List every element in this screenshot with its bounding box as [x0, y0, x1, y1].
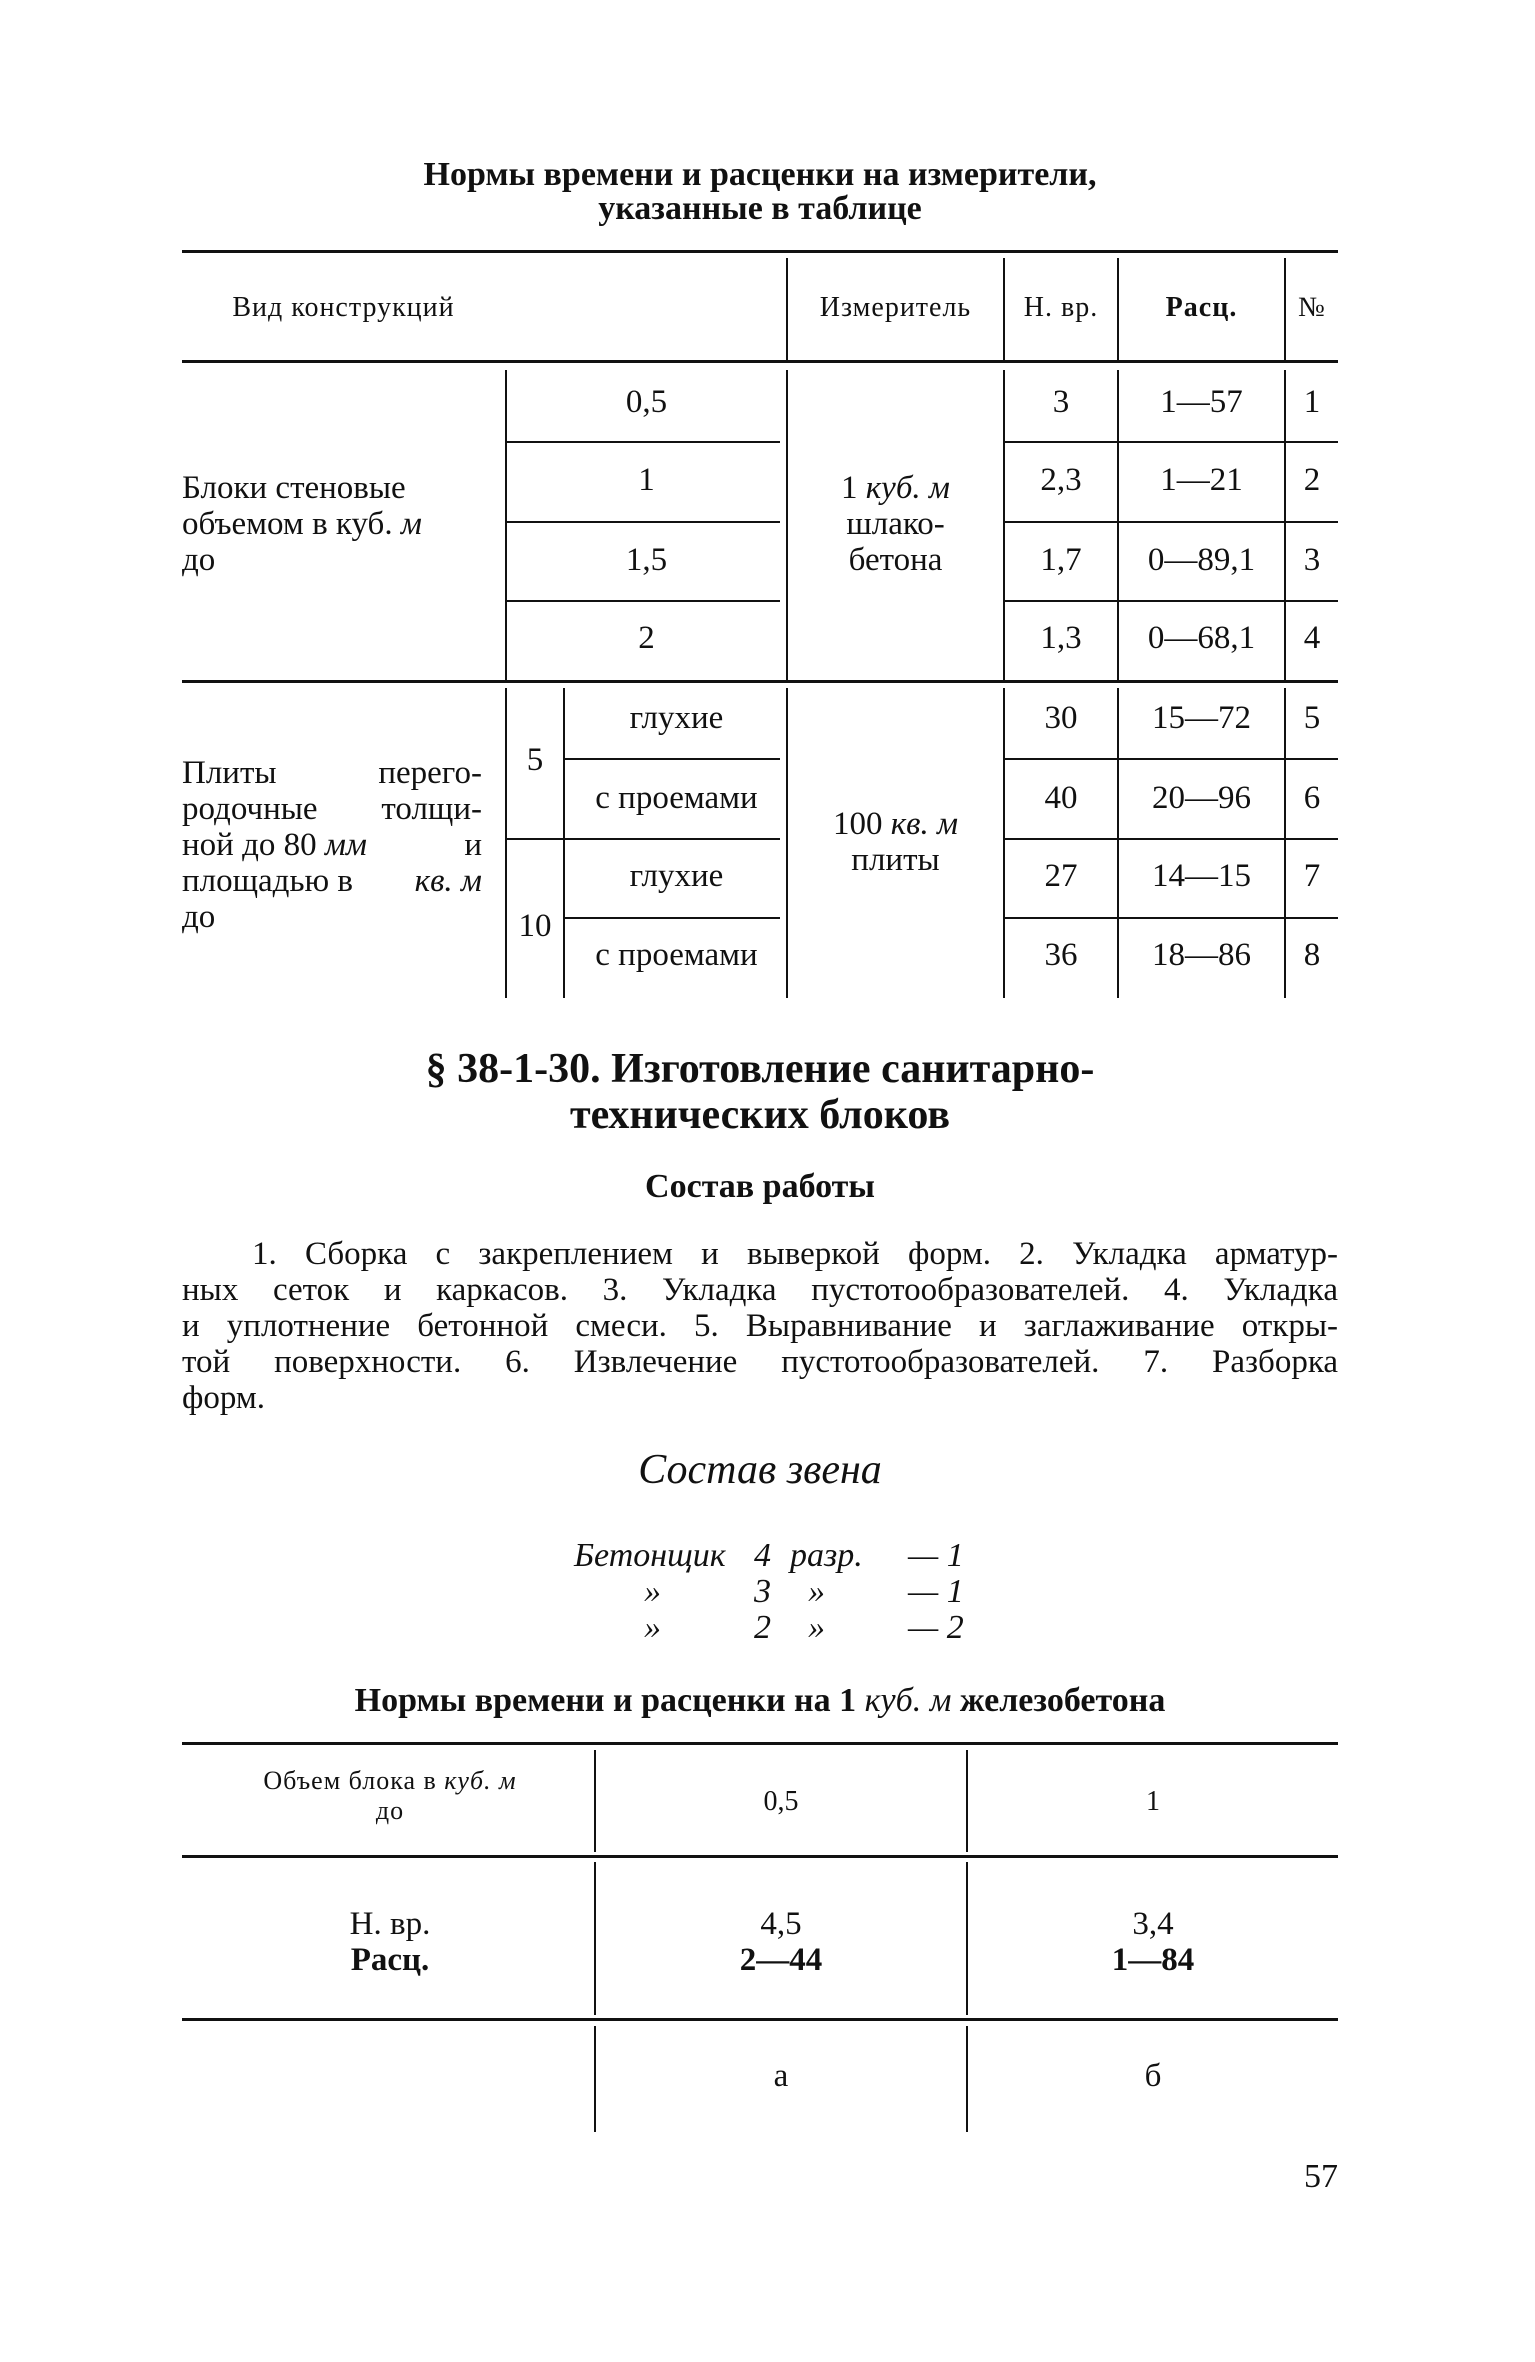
crew-who: » [644, 1609, 661, 1646]
table1-caption-line2: указанные в таблице [598, 190, 922, 227]
g2-time: 36 [1044, 937, 1078, 973]
g1-num: 4 [1303, 620, 1321, 656]
g2-area-5: 5 [526, 742, 544, 778]
g1-rate: 1—21 [1160, 462, 1243, 498]
g1-rate: 0—89,1 [1147, 542, 1256, 578]
header-num: № [1298, 292, 1326, 323]
crew-heading: Состав звена [638, 1447, 882, 1493]
table2-col-b-letter: б [1144, 2058, 1162, 2094]
g1-num: 3 [1303, 542, 1321, 578]
g1-size: 1,5 [625, 542, 668, 578]
g1-size: 2 [638, 620, 655, 656]
table1-header-rule [182, 360, 1338, 363]
table1-caption-line1: Нормы времени и расценки на измерители, [423, 156, 1097, 193]
g2-l3b: и [464, 827, 482, 863]
crew-who: » [644, 1573, 661, 1610]
table2-body-rule [182, 2018, 1338, 2021]
row-rule [505, 521, 780, 523]
row-rule [505, 441, 780, 443]
table2-row-label-time: Н. вр. [349, 1906, 431, 1942]
g2-time: 30 [1044, 700, 1078, 736]
table2-col-a-time: 4,5 [760, 1906, 802, 1942]
table2-col-a-values [596, 1906, 966, 1978]
work-line: и уплотнение бетонной смеси. 5. Выравнивание и заглаживание откры- [182, 1308, 1338, 1344]
g1-time: 2,3 [1040, 462, 1082, 498]
group1-unit-num: 1 [841, 470, 858, 506]
group1-unit-line1 [788, 470, 1003, 506]
g2-num: 5 [1303, 700, 1321, 736]
work-line: форм. [182, 1380, 266, 1416]
row-rule [565, 917, 780, 919]
group1-unit [788, 470, 1003, 578]
work-line: той поверхности. 6. Извлечение пустотообразователей. 7. Разборка [182, 1344, 1338, 1380]
row-rule [505, 600, 780, 602]
row-rule [1003, 441, 1338, 443]
page-number: 57 [1304, 2158, 1338, 2195]
g1-rate: 1—57 [1160, 384, 1243, 420]
group2-label-line2 [182, 791, 482, 827]
table2-caption-unit: куб. м [864, 1682, 952, 1719]
group1-label-line2 [182, 506, 492, 542]
g2-rate: 14—15 [1152, 858, 1251, 894]
g2-num: 6 [1303, 780, 1321, 816]
g2-num: 8 [1303, 937, 1321, 973]
table2-header-line1 [200, 1766, 580, 1796]
table2-top-rule [182, 1742, 1338, 1745]
crew-who: Бетонщик [574, 1537, 726, 1574]
crew-word: разр. [790, 1537, 863, 1574]
group1-unit-line2: шлако- [846, 506, 945, 542]
section-title [182, 1046, 1338, 1138]
table2-caption [182, 1682, 1338, 1720]
table2-col-b-time: 3,4 [1132, 1906, 1174, 1942]
g2-time: 40 [1044, 780, 1078, 816]
table2-col-b-values [968, 1906, 1338, 1978]
header-time: Н. вр. [1023, 292, 1099, 323]
group-rule [182, 680, 1338, 683]
group2-label [182, 755, 482, 935]
col-rule [563, 688, 565, 998]
section-title-line2: технических блоков [569, 1092, 950, 1138]
crew-count: — 2 [908, 1609, 964, 1646]
table2-header-rule [182, 1855, 1338, 1858]
group2-label-line5: до [182, 899, 216, 935]
g2-rate: 20—96 [1152, 780, 1251, 816]
row-rule [505, 838, 780, 840]
g1-time: 3 [1052, 384, 1070, 420]
row-rule [565, 758, 780, 760]
row-rule [1003, 838, 1338, 840]
col-rule [505, 688, 507, 998]
g2-l2b: толщи- [381, 791, 482, 827]
group2-unit [788, 806, 1003, 878]
g2-rate: 15—72 [1152, 700, 1251, 736]
g2-l1b: перего- [378, 755, 482, 791]
row-rule [1003, 917, 1338, 919]
group2-unit-num: 100 [832, 806, 883, 842]
group1-label-line3: до [182, 542, 216, 578]
g2-type: с проемами [595, 937, 758, 973]
table2-col-b-head: 1 [1146, 1786, 1160, 1817]
table2-row-labels [320, 1906, 460, 1978]
work-line: ных сеток и каркасов. 3. Укладка пустотообразователей. 4. Укладка [182, 1272, 1338, 1308]
group1-label-line1: Блоки стеновые [182, 470, 406, 506]
table2-header-line2: до [375, 1796, 405, 1825]
group2-unit-measure: кв. м [890, 806, 959, 842]
g2-l3 [182, 827, 367, 863]
table2-col-b-rate: 1—84 [1111, 1942, 1195, 1978]
group1-unit-measure: куб. м [865, 470, 950, 506]
g2-num: 7 [1303, 858, 1321, 894]
section-title-line1: § 38-1-30. Изготовление санитарно- [425, 1046, 1095, 1092]
crew-word: » [808, 1609, 825, 1646]
table2-header-unit: куб. м [444, 1766, 517, 1795]
g1-time: 1,3 [1040, 620, 1082, 656]
header-rate: Расц. [1165, 292, 1238, 323]
table2-header-text: Объем блока в [263, 1766, 437, 1795]
table2-caption-post: железобетона [959, 1682, 1166, 1719]
g2-l2a: родочные [182, 791, 318, 827]
header-construction: Вид конструкций [232, 292, 455, 323]
group2-label-line4 [182, 863, 482, 899]
row-rule [1003, 521, 1338, 523]
g1-num: 2 [1303, 462, 1321, 498]
group2-unit-line2: плиты [851, 842, 940, 878]
table2-header-label [200, 1766, 580, 1826]
crew-grade: 3 [754, 1573, 771, 1610]
g1-size: 0,5 [625, 384, 668, 420]
g2-time: 27 [1044, 858, 1078, 894]
g2-l3a: ной до 80 [182, 827, 317, 863]
crew-count: — 1 [908, 1573, 964, 1610]
work-line: 1. Сборка с закреплением и выверкой форм. 2. Укладка арматур- [252, 1236, 1338, 1272]
crew-count: — 1 [908, 1537, 964, 1574]
group1-label-line2-text: объемом в куб. [182, 506, 393, 542]
table2-col-a-rate: 2—44 [739, 1942, 823, 1978]
crew-word: » [808, 1573, 825, 1610]
row-rule [1003, 600, 1338, 602]
table2-col-a-head: 0,5 [763, 1786, 799, 1817]
g2-l4-unit: кв. м [414, 863, 482, 899]
g2-area-10: 10 [518, 908, 552, 944]
work-heading: Состав работы [645, 1168, 875, 1205]
g2-l4a: площадью в [182, 863, 354, 899]
group1-label [182, 470, 492, 578]
g2-type: глухие [629, 858, 724, 894]
group2-label-line3 [182, 827, 482, 863]
g1-rate: 0—68,1 [1147, 620, 1256, 656]
group1-label-unit: м [400, 506, 422, 542]
g1-time: 1,7 [1040, 542, 1082, 578]
table1-caption [180, 158, 1340, 226]
table2-caption-pre: Нормы времени и расценки на 1 [354, 1682, 857, 1719]
crew-grade: 2 [754, 1609, 771, 1646]
g1-num: 1 [1303, 384, 1321, 420]
g2-type: глухие [629, 700, 724, 736]
g2-rate: 18—86 [1152, 937, 1251, 973]
group1-unit-line3: бетона [848, 542, 943, 578]
group2-unit-line1 [788, 806, 1003, 842]
table2-col-a-letter: а [773, 2058, 789, 2094]
table1-top-rule [182, 250, 1338, 253]
table2-row-label-rate: Расц. [350, 1942, 430, 1978]
g2-type: с проемами [595, 780, 758, 816]
g2-l3-unit: мм [324, 827, 367, 863]
header-unit: Измеритель [819, 292, 972, 323]
row-rule [1003, 758, 1338, 760]
g2-l1a: Плиты [182, 755, 277, 791]
g1-size: 1 [638, 462, 655, 498]
crew-grade: 4 [754, 1537, 771, 1574]
group2-label-line1 [182, 755, 482, 791]
